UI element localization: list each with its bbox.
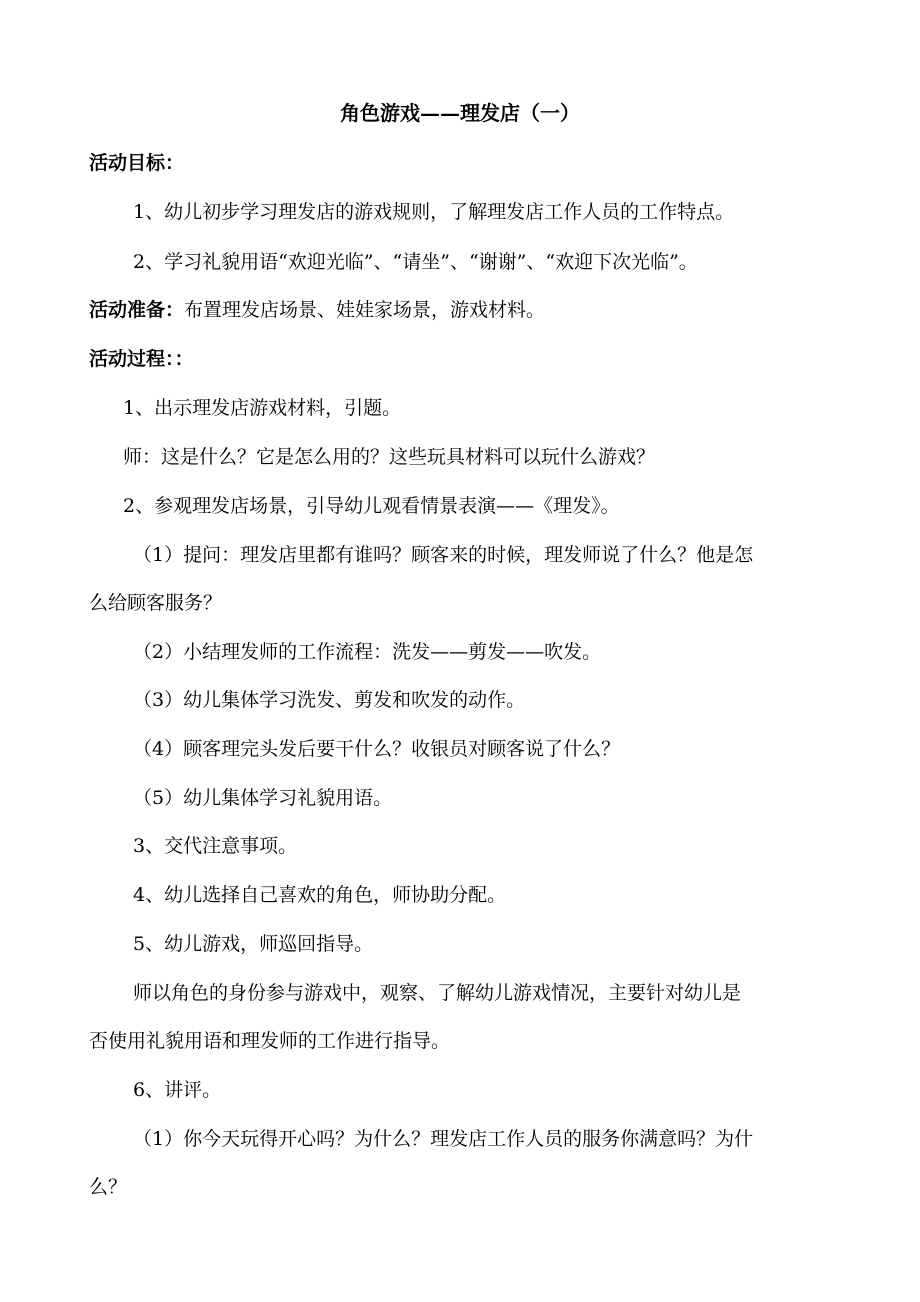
process-line: 么给顾客服务？ — [89, 592, 223, 614]
process-line: 么？ — [89, 1176, 128, 1198]
process-line: 师：这是什么？它是怎么用的？这些玩具材料可以玩什么游戏？ — [123, 446, 656, 468]
preparation-paragraph — [89, 298, 545, 322]
process-line: 4、幼儿选择自己喜欢的角色，师协助分配。 — [133, 884, 507, 906]
process-heading: 活动过程：： — [89, 348, 194, 370]
page-title: 角色游戏——理发店（一） — [340, 101, 580, 125]
process-line: 3、交代注意事项。 — [133, 835, 298, 857]
goals-heading: 活动目标： — [89, 152, 185, 174]
process-line: 5、幼儿游戏，师巡回指导。 — [133, 933, 374, 955]
process-line: （2）小结理发师的工作流程：洗发——剪发——吹发。 — [133, 641, 602, 663]
preparation-text: 布置理发店场景、娃娃家场景，游戏材料。 — [184, 299, 546, 321]
process-line: 否使用礼貌用语和理发师的工作进行指导。 — [89, 1030, 451, 1052]
goal-item: 1、幼儿初步学习理发店的游戏规则，了解理发店工作人员的工作特点。 — [133, 201, 735, 223]
goal-item: 2、学习礼貌用语“欢迎光临”、“请坐”、“谢谢”、“欢迎下次光临”。 — [133, 251, 698, 273]
process-line: （3）幼儿集体学习洗发、剪发和吹发的动作。 — [133, 689, 526, 711]
process-line: （1）你今天玩得开心吗？为什么？理发店工作人员的服务你满意吗？为什 — [133, 1128, 754, 1150]
process-line: 6、讲评。 — [133, 1079, 222, 1101]
process-line: （1）提问：理发店里都有谁吗？顾客来的时候，理发师说了什么？他是怎 — [133, 544, 754, 566]
preparation-heading: 活动准备： — [89, 299, 185, 321]
process-line: （5）幼儿集体学习礼貌用语。 — [133, 787, 393, 809]
process-line: （4）顾客理完头发后要干什么？收银员对顾客说了什么？ — [133, 738, 621, 760]
process-line: 1、出示理发店游戏材料，引题。 — [123, 397, 402, 419]
process-line: 2、参观理发店场景，引导幼儿观看情景表演——《理发》。 — [123, 495, 620, 517]
process-line: 师以角色的身份参与游戏中，观察、了解幼儿游戏情况，主要针对幼儿是 — [133, 982, 742, 1004]
